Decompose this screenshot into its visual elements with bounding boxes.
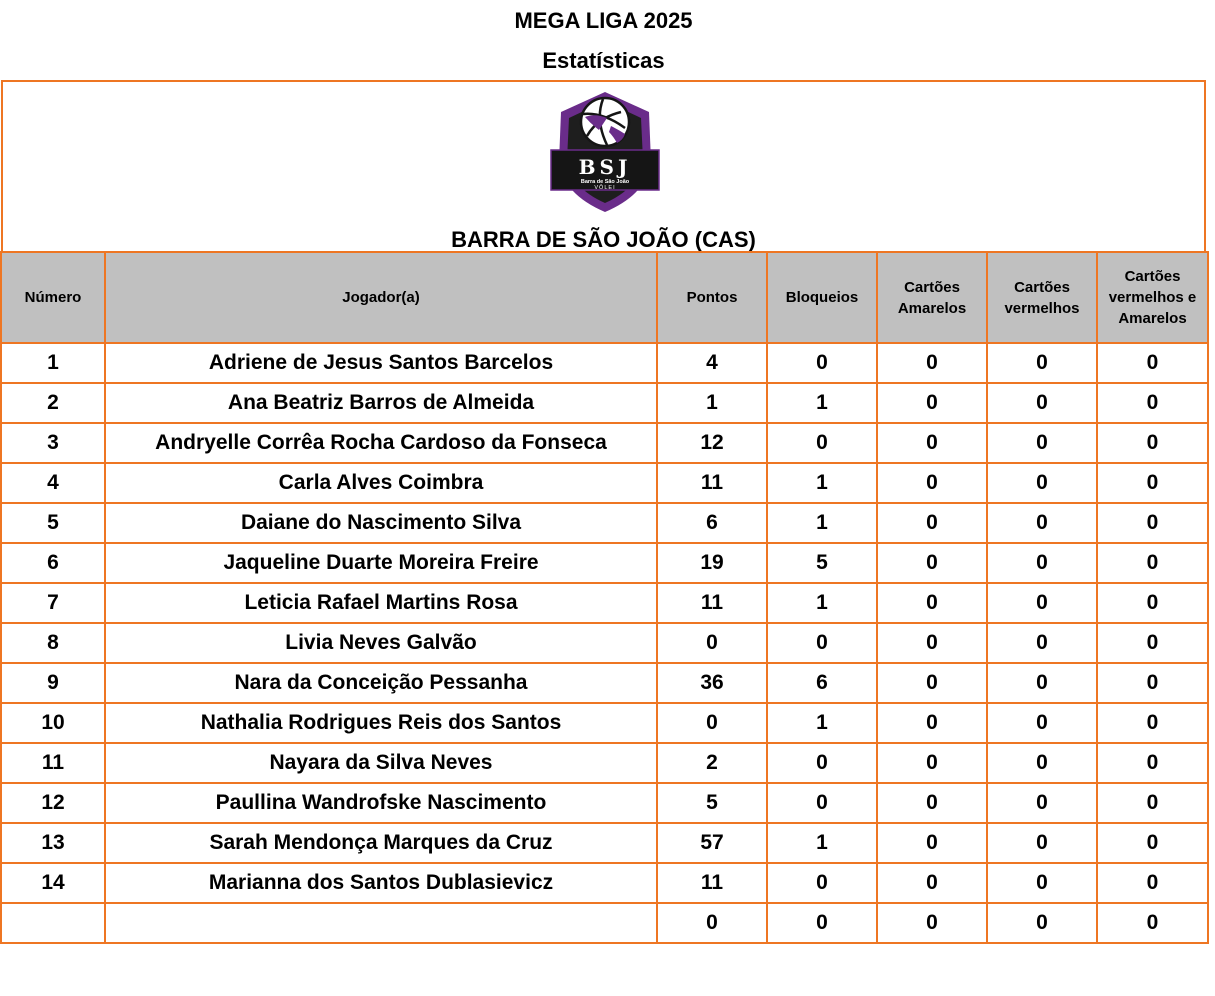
cell-amarelos: 0 [877, 903, 987, 943]
cell-pontos: 11 [657, 583, 767, 623]
cell-vermelhos: 0 [987, 543, 1097, 583]
cell-vermelhos: 0 [987, 423, 1097, 463]
table-row [1, 503, 1208, 543]
cell-jogador [105, 903, 657, 943]
cell-amarelos: 0 [877, 583, 987, 623]
cell-numero: 9 [1, 663, 105, 703]
cell-jogador: Jaqueline Duarte Moreira Freire [105, 543, 657, 583]
cell-ambos: 0 [1097, 343, 1208, 383]
cell-ambos: 0 [1097, 423, 1208, 463]
cell-bloqueios: 1 [767, 823, 877, 863]
cell-amarelos: 0 [877, 383, 987, 423]
cell-jogador: Nara da Conceição Pessanha [105, 663, 657, 703]
cell-pontos: 0 [657, 703, 767, 743]
cell-jogador: Daiane do Nascimento Silva [105, 503, 657, 543]
cell-ambos: 0 [1097, 543, 1208, 583]
cell-bloqueios: 5 [767, 543, 877, 583]
col-header-bloqueios: Bloqueios [767, 252, 877, 343]
cell-pontos: 1 [657, 383, 767, 423]
cell-amarelos: 0 [877, 743, 987, 783]
cell-vermelhos: 0 [987, 383, 1097, 423]
cell-vermelhos: 0 [987, 863, 1097, 903]
table-row [1, 423, 1208, 463]
stats-table [0, 251, 1209, 944]
col-header-vermelhos: Cartões vermelhos [987, 252, 1097, 343]
cell-pontos: 2 [657, 743, 767, 783]
cell-pontos: 0 [657, 903, 767, 943]
cell-vermelhos: 0 [987, 903, 1097, 943]
cell-bloqueios: 1 [767, 463, 877, 503]
cell-jogador: Andryelle Corrêa Rocha Cardoso da Fonseca [105, 423, 657, 463]
col-header-amarelos: Cartões Amarelos [877, 252, 987, 343]
cell-jogador: Leticia Rafael Martins Rosa [105, 583, 657, 623]
cell-bloqueios: 0 [767, 903, 877, 943]
cell-vermelhos: 0 [987, 583, 1097, 623]
cell-ambos: 0 [1097, 863, 1208, 903]
volleyball-icon [581, 98, 629, 146]
logo-line1: Barra de São João [580, 179, 630, 185]
table-row [1, 583, 1208, 623]
cell-pontos: 57 [657, 823, 767, 863]
table-row [1, 623, 1208, 663]
cell-ambos: 0 [1097, 623, 1208, 663]
col-header-ambos: Cartões vermelhos e Amarelos [1097, 252, 1208, 343]
table-row [1, 543, 1208, 583]
table-row [1, 343, 1208, 383]
team-name: BARRA DE SÃO JOÃO (CAS) [451, 227, 756, 252]
table-row [1, 703, 1208, 743]
cell-numero: 1 [1, 343, 105, 383]
cell-amarelos: 0 [877, 543, 987, 583]
cell-amarelos: 0 [877, 423, 987, 463]
table-row [1, 783, 1208, 823]
cell-pontos: 12 [657, 423, 767, 463]
table-header-row [1, 252, 1208, 343]
cell-amarelos: 0 [877, 703, 987, 743]
cell-jogador: Livia Neves Galvão [105, 623, 657, 663]
cell-bloqueios: 1 [767, 583, 877, 623]
cell-vermelhos: 0 [987, 503, 1097, 543]
logo-line2: VÔLEI [594, 185, 616, 191]
team-logo-panel [1, 80, 1206, 253]
cell-amarelos: 0 [877, 663, 987, 703]
cell-amarelos: 0 [877, 503, 987, 543]
cell-numero: 14 [1, 863, 105, 903]
cell-numero [1, 903, 105, 943]
cell-pontos: 5 [657, 783, 767, 823]
cell-bloqueios: 0 [767, 343, 877, 383]
cell-bloqueios: 1 [767, 383, 877, 423]
cell-vermelhos: 0 [987, 703, 1097, 743]
cell-pontos: 11 [657, 463, 767, 503]
cell-jogador: Nayara da Silva Neves [105, 743, 657, 783]
cell-ambos: 0 [1097, 703, 1208, 743]
cell-bloqueios: 0 [767, 623, 877, 663]
cell-bloqueios: 0 [767, 863, 877, 903]
cell-numero: 13 [1, 823, 105, 863]
col-header-numero: Número [1, 252, 105, 343]
cell-ambos: 0 [1097, 583, 1208, 623]
cell-pontos: 36 [657, 663, 767, 703]
cell-jogador: Marianna dos Santos Dublasievicz [105, 863, 657, 903]
cell-vermelhos: 0 [987, 343, 1097, 383]
cell-vermelhos: 0 [987, 783, 1097, 823]
table-row [1, 743, 1208, 783]
cell-pontos: 4 [657, 343, 767, 383]
cell-amarelos: 0 [877, 343, 987, 383]
cell-numero: 2 [1, 383, 105, 423]
cell-pontos: 6 [657, 503, 767, 543]
cell-jogador: Carla Alves Coimbra [105, 463, 657, 503]
cell-numero: 4 [1, 463, 105, 503]
cell-ambos: 0 [1097, 823, 1208, 863]
cell-jogador: Adriene de Jesus Santos Barcelos [105, 343, 657, 383]
cell-ambos: 0 [1097, 463, 1208, 503]
cell-bloqueios: 1 [767, 503, 877, 543]
table-row [1, 663, 1208, 703]
cell-bloqueios: 0 [767, 423, 877, 463]
cell-bloqueios: 0 [767, 743, 877, 783]
stats-table-body [1, 343, 1208, 943]
cell-jogador: Sarah Mendonça Marques da Cruz [105, 823, 657, 863]
cell-jogador: Nathalia Rodrigues Reis dos Santos [105, 703, 657, 743]
cell-numero: 6 [1, 543, 105, 583]
cell-amarelos: 0 [877, 823, 987, 863]
cell-jogador: Paullina Wandrofske Nascimento [105, 783, 657, 823]
cell-bloqueios: 1 [767, 703, 877, 743]
cell-ambos: 0 [1097, 743, 1208, 783]
page-subtitle: Estatísticas [542, 48, 665, 73]
col-header-jogador: Jogador(a) [105, 252, 657, 343]
cell-pontos: 11 [657, 863, 767, 903]
cell-pontos: 0 [657, 623, 767, 663]
cell-numero: 5 [1, 503, 105, 543]
cell-amarelos: 0 [877, 463, 987, 503]
cell-pontos: 19 [657, 543, 767, 583]
cell-amarelos: 0 [877, 863, 987, 903]
cell-amarelos: 0 [877, 783, 987, 823]
table-row [1, 823, 1208, 863]
cell-ambos: 0 [1097, 663, 1208, 703]
cell-ambos: 0 [1097, 903, 1208, 943]
cell-vermelhos: 0 [987, 743, 1097, 783]
cell-numero: 8 [1, 623, 105, 663]
col-header-pontos: Pontos [657, 252, 767, 343]
table-row [1, 863, 1208, 903]
logo-initials: BSJ [578, 155, 632, 179]
cell-amarelos: 0 [877, 623, 987, 663]
cell-vermelhos: 0 [987, 623, 1097, 663]
table-row [1, 463, 1208, 503]
cell-numero: 12 [1, 783, 105, 823]
cell-vermelhos: 0 [987, 823, 1097, 863]
cell-jogador: Ana Beatriz Barros de Almeida [105, 383, 657, 423]
cell-ambos: 0 [1097, 503, 1208, 543]
table-row [1, 903, 1208, 943]
cell-numero: 11 [1, 743, 105, 783]
table-row [1, 383, 1208, 423]
cell-vermelhos: 0 [987, 663, 1097, 703]
cell-bloqueios: 6 [767, 663, 877, 703]
cell-numero: 10 [1, 703, 105, 743]
cell-numero: 7 [1, 583, 105, 623]
cell-ambos: 0 [1097, 383, 1208, 423]
cell-numero: 3 [1, 423, 105, 463]
cell-bloqueios: 0 [767, 783, 877, 823]
cell-vermelhos: 0 [987, 463, 1097, 503]
page-title: MEGA LIGA 2025 [514, 8, 693, 33]
cell-ambos: 0 [1097, 783, 1208, 823]
team-logo [547, 90, 663, 214]
